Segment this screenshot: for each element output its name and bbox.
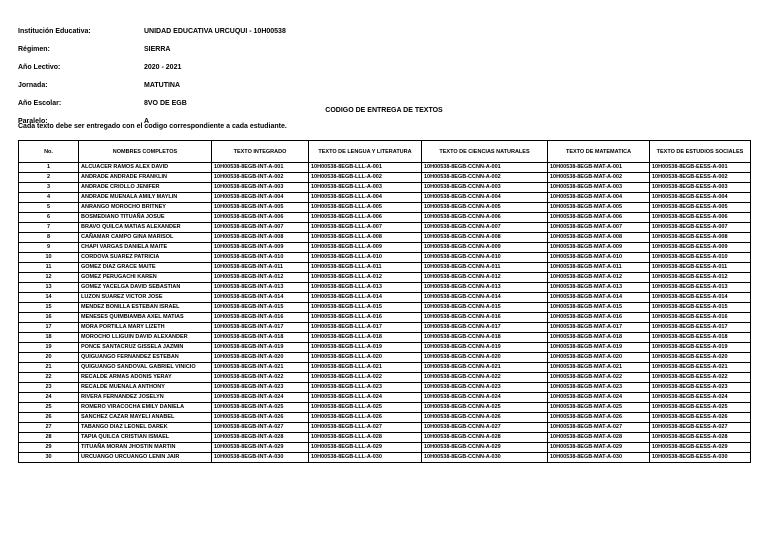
student-number: 25 [19,403,79,413]
student-name: RECALDE ARMAS ADONIS YERAY [79,373,212,383]
code-integrated: 10H00538-8EGB-INT-A-009 [212,243,309,253]
code-integrated: 10H00538-8EGB-INT-A-022 [212,373,309,383]
code-science: 10H00538-8EGB-CCNN-A-006 [422,213,548,223]
code-science: 10H00538-8EGB-CCNN-A-019 [422,343,548,353]
column-header-integrated: TEXTO INTEGRADO [212,141,309,163]
student-name: TAPIA QUILCA CRISTIAN ISMAEL [79,433,212,443]
student-name: ANRANGO MOROCHO BRITNEY [79,203,212,213]
code-language: 10H00538-8EGB-LLL-A-008 [309,233,422,243]
code-science: 10H00538-8EGB-CCNN-A-005 [422,203,548,213]
code-math: 10H00538-8EGB-MAT-A-023 [548,383,650,393]
student-name: CHAPI VARGAS DANIELA MAITE [79,243,212,253]
column-header-science: TEXTO DE CIENCIAS NATURALES [422,141,548,163]
code-social-studies: 10H00538-8EGB-EESS-A-003 [650,183,751,193]
student-name: MOROCHO LLIGUIN DAVID ALEXANDER [79,333,212,343]
code-math: 10H00538-8EGB-MAT-A-007 [548,223,650,233]
code-integrated: 10H00538-8EGB-INT-A-010 [212,253,309,263]
code-social-studies: 10H00538-8EGB-EESS-A-018 [650,333,751,343]
code-language: 10H00538-8EGB-LLL-A-027 [309,423,422,433]
code-math: 10H00538-8EGB-MAT-A-020 [548,353,650,363]
code-integrated: 10H00538-8EGB-INT-A-004 [212,193,309,203]
table-row [19,433,751,443]
code-social-studies: 10H00538-8EGB-EESS-A-025 [650,403,751,413]
table-row [19,193,751,203]
table-row [19,363,751,373]
code-integrated: 10H00538-8EGB-INT-A-023 [212,383,309,393]
code-math: 10H00538-8EGB-MAT-A-014 [548,293,650,303]
instruction-text: Cada texto debe ser entregado con el codigo correspondiente a cada estudiante. [18,123,287,130]
info-value: 2020 - 2021 [144,63,182,71]
code-math: 10H00538-8EGB-MAT-A-013 [548,283,650,293]
code-science: 10H00538-8EGB-CCNN-A-020 [422,353,548,363]
student-name: QUIGUANGO FERNANDEZ ESTEBAN [79,353,212,363]
code-science: 10H00538-8EGB-CCNN-A-001 [422,163,548,173]
code-science: 10H00538-8EGB-CCNN-A-009 [422,243,548,253]
code-integrated: 10H00538-8EGB-INT-A-024 [212,393,309,403]
student-number: 9 [19,243,79,253]
code-math: 10H00538-8EGB-MAT-A-005 [548,203,650,213]
code-language: 10H00538-8EGB-LLL-A-024 [309,393,422,403]
code-integrated: 10H00538-8EGB-INT-A-028 [212,433,309,443]
table-header-row [19,141,751,163]
info-value: A [144,117,150,125]
code-integrated: 10H00538-8EGB-INT-A-014 [212,293,309,303]
student-number: 19 [19,343,79,353]
code-math: 10H00538-8EGB-MAT-A-002 [548,173,650,183]
code-social-studies: 10H00538-8EGB-EESS-A-013 [650,283,751,293]
info-row-institution [18,22,286,40]
code-language: 10H00538-8EGB-LLL-A-023 [309,383,422,393]
code-integrated: 10H00538-8EGB-INT-A-017 [212,323,309,333]
table-row [19,323,751,333]
table-row [19,183,751,193]
student-number: 23 [19,383,79,393]
student-name: TABANGO DIAZ LEONEL DAREK [79,423,212,433]
code-math: 10H00538-8EGB-MAT-A-010 [548,253,650,263]
code-science: 10H00538-8EGB-CCNN-A-002 [422,173,548,183]
student-name: CORDOVA SUAREZ PATRICIA [79,253,212,263]
student-number: 18 [19,333,79,343]
info-row-school-year [18,58,286,76]
code-language: 10H00538-8EGB-LLL-A-026 [309,413,422,423]
code-math: 10H00538-8EGB-MAT-A-029 [548,443,650,453]
student-name: CAÑAMAR CAMPO GINA MARISOL [79,233,212,243]
code-language: 10H00538-8EGB-LLL-A-003 [309,183,422,193]
student-number: 7 [19,223,79,233]
code-integrated: 10H00538-8EGB-INT-A-029 [212,443,309,453]
code-social-studies: 10H00538-8EGB-EESS-A-017 [650,323,751,333]
code-social-studies: 10H00538-8EGB-EESS-A-010 [650,253,751,263]
column-header-math: TEXTO DE MATEMATICA [548,141,650,163]
code-language: 10H00538-8EGB-LLL-A-019 [309,343,422,353]
code-math: 10H00538-8EGB-MAT-A-008 [548,233,650,243]
student-number: 24 [19,393,79,403]
student-name: ANDRADE ANDRADE FRANKLIN [79,173,212,183]
code-math: 10H00538-8EGB-MAT-A-016 [548,313,650,323]
code-science: 10H00538-8EGB-CCNN-A-021 [422,363,548,373]
code-science: 10H00538-8EGB-CCNN-A-022 [422,373,548,383]
code-language: 10H00538-8EGB-LLL-A-007 [309,223,422,233]
code-social-studies: 10H00538-8EGB-EESS-A-028 [650,433,751,443]
info-label: Paralelo: [18,117,48,125]
code-language: 10H00538-8EGB-LLL-A-016 [309,313,422,323]
code-math: 10H00538-8EGB-MAT-A-017 [548,323,650,333]
code-social-studies: 10H00538-8EGB-EESS-A-002 [650,173,751,183]
code-integrated: 10H00538-8EGB-INT-A-019 [212,343,309,353]
code-integrated: 10H00538-8EGB-INT-A-008 [212,233,309,243]
info-label: Régimen: [18,45,50,53]
code-integrated: 10H00538-8EGB-INT-A-001 [212,163,309,173]
info-value: 8VO DE EGB [144,99,187,107]
student-name: URCUANGO URCUANGO LENIN JAIR [79,453,212,463]
table-row [19,313,751,323]
code-integrated: 10H00538-8EGB-INT-A-015 [212,303,309,313]
code-science: 10H00538-8EGB-CCNN-A-029 [422,443,548,453]
table-row [19,203,751,213]
student-rows [19,163,751,463]
table-row [19,413,751,423]
code-language: 10H00538-8EGB-LLL-A-014 [309,293,422,303]
table-row [19,223,751,233]
table-row [19,453,751,463]
student-name: LUZON SUAREZ VICTOR JOSE [79,293,212,303]
code-integrated: 10H00538-8EGB-INT-A-016 [212,313,309,323]
student-name: TITUAÑA MORAN JHOSTIN MARTIN [79,443,212,453]
student-name: MORA PORTILLA MARY LIZETH [79,323,212,333]
code-math: 10H00538-8EGB-MAT-A-030 [548,453,650,463]
code-social-studies: 10H00538-8EGB-EESS-A-005 [650,203,751,213]
student-number: 30 [19,453,79,463]
code-science: 10H00538-8EGB-CCNN-A-025 [422,403,548,413]
code-math: 10H00538-8EGB-MAT-A-028 [548,433,650,443]
code-math: 10H00538-8EGB-MAT-A-018 [548,333,650,343]
student-number: 6 [19,213,79,223]
student-number: 26 [19,413,79,423]
student-name: BRAVO QUILCA MATIAS ALEXANDER [79,223,212,233]
student-number: 1 [19,163,79,173]
code-science: 10H00538-8EGB-CCNN-A-016 [422,313,548,323]
table-row [19,253,751,263]
code-social-studies: 10H00538-8EGB-EESS-A-004 [650,193,751,203]
code-science: 10H00538-8EGB-CCNN-A-012 [422,273,548,283]
student-number: 28 [19,433,79,443]
code-language: 10H00538-8EGB-LLL-A-018 [309,333,422,343]
document-heading: CODIGO DE ENTREGA DE TEXTOS [325,107,443,114]
code-integrated: 10H00538-8EGB-INT-A-012 [212,273,309,283]
code-social-studies: 10H00538-8EGB-EESS-A-023 [650,383,751,393]
code-math: 10H00538-8EGB-MAT-A-003 [548,183,650,193]
code-social-studies: 10H00538-8EGB-EESS-A-012 [650,273,751,283]
code-social-studies: 10H00538-8EGB-EESS-A-027 [650,423,751,433]
info-value: UNIDAD EDUCATIVA URCUQUI - 10H00538 [144,27,286,35]
table-row [19,283,751,293]
student-name: GOMEZ PERUGACHI KAREN [79,273,212,283]
student-number: 2 [19,173,79,183]
code-language: 10H00538-8EGB-LLL-A-015 [309,303,422,313]
student-number: 3 [19,183,79,193]
info-row-regime [18,40,286,58]
code-language: 10H00538-8EGB-LLL-A-004 [309,193,422,203]
code-language: 10H00538-8EGB-LLL-A-012 [309,273,422,283]
code-integrated: 10H00538-8EGB-INT-A-006 [212,213,309,223]
code-integrated: 10H00538-8EGB-INT-A-021 [212,363,309,373]
student-name: ROMERO VIRACOCHA EMILY DANIELA [79,403,212,413]
code-integrated: 10H00538-8EGB-INT-A-003 [212,183,309,193]
code-science: 10H00538-8EGB-CCNN-A-015 [422,303,548,313]
table-row [19,443,751,453]
code-social-studies: 10H00538-8EGB-EESS-A-006 [650,213,751,223]
code-integrated: 10H00538-8EGB-INT-A-002 [212,173,309,183]
code-social-studies: 10H00538-8EGB-EESS-A-029 [650,443,751,453]
code-math: 10H00538-8EGB-MAT-A-021 [548,363,650,373]
student-number: 15 [19,303,79,313]
code-social-studies: 10H00538-8EGB-EESS-A-019 [650,343,751,353]
code-science: 10H00538-8EGB-CCNN-A-027 [422,423,548,433]
code-integrated: 10H00538-8EGB-INT-A-025 [212,403,309,413]
code-integrated: 10H00538-8EGB-INT-A-005 [212,203,309,213]
info-label: Año Escolar: [18,99,62,107]
table-row [19,173,751,183]
table-row [19,353,751,363]
table-row [19,393,751,403]
code-math: 10H00538-8EGB-MAT-A-025 [548,403,650,413]
code-math: 10H00538-8EGB-MAT-A-011 [548,263,650,273]
student-number: 4 [19,193,79,203]
code-language: 10H00538-8EGB-LLL-A-001 [309,163,422,173]
code-language: 10H00538-8EGB-LLL-A-025 [309,403,422,413]
student-name: GOMEZ YACELGA DAVID SEBASTIAN [79,283,212,293]
student-name: ANDRADE CRIOLLO JENIFER [79,183,212,193]
table-row [19,333,751,343]
code-social-studies: 10H00538-8EGB-EESS-A-001 [650,163,751,173]
column-header-language: TEXTO DE LENGUA Y LITERATURA [309,141,422,163]
code-social-studies: 10H00538-8EGB-EESS-A-014 [650,293,751,303]
code-integrated: 10H00538-8EGB-INT-A-018 [212,333,309,343]
code-social-studies: 10H00538-8EGB-EESS-A-024 [650,393,751,403]
code-language: 10H00538-8EGB-LLL-A-013 [309,283,422,293]
code-language: 10H00538-8EGB-LLL-A-017 [309,323,422,333]
code-language: 10H00538-8EGB-LLL-A-030 [309,453,422,463]
student-number: 12 [19,273,79,283]
table-row [19,423,751,433]
code-science: 10H00538-8EGB-CCNN-A-024 [422,393,548,403]
code-math: 10H00538-8EGB-MAT-A-022 [548,373,650,383]
student-number: 14 [19,293,79,303]
code-math: 10H00538-8EGB-MAT-A-006 [548,213,650,223]
student-number: 27 [19,423,79,433]
code-science: 10H00538-8EGB-CCNN-A-008 [422,233,548,243]
column-header-name: NOMBRES COMPLETOS [79,141,212,163]
column-header-number: No. [19,141,79,163]
student-number: 21 [19,363,79,373]
code-science: 10H00538-8EGB-CCNN-A-011 [422,263,548,273]
table-row [19,273,751,283]
code-math: 10H00538-8EGB-MAT-A-024 [548,393,650,403]
code-language: 10H00538-8EGB-LLL-A-029 [309,443,422,453]
code-social-studies: 10H00538-8EGB-EESS-A-030 [650,453,751,463]
code-science: 10H00538-8EGB-CCNN-A-030 [422,453,548,463]
code-social-studies: 10H00538-8EGB-EESS-A-008 [650,233,751,243]
student-name: BOSMEDIANO TITUAÑA JOSUE [79,213,212,223]
student-name: SANCHEZ CAZAR MAYELI ANABEL [79,413,212,423]
code-math: 10H00538-8EGB-MAT-A-026 [548,413,650,423]
student-name: PONCE SANTACRUZ GISSELA JAZMIN [79,343,212,353]
student-number: 20 [19,353,79,363]
student-name: QUIGUANGO SANDOVAL GABRIEL VINICIO [79,363,212,373]
info-row-shift [18,76,286,94]
code-math: 10H00538-8EGB-MAT-A-004 [548,193,650,203]
student-name: ANDRADE MUENALA AMILY MAYLIN [79,193,212,203]
code-integrated: 10H00538-8EGB-INT-A-013 [212,283,309,293]
code-math: 10H00538-8EGB-MAT-A-001 [548,163,650,173]
code-language: 10H00538-8EGB-LLL-A-010 [309,253,422,263]
code-math: 10H00538-8EGB-MAT-A-009 [548,243,650,253]
code-integrated: 10H00538-8EGB-INT-A-030 [212,453,309,463]
table-row [19,243,751,253]
code-language: 10H00538-8EGB-LLL-A-021 [309,363,422,373]
student-name: RECALDE MUENALA ANTHONY [79,383,212,393]
student-name: MENESES QUIMBIAMBA AXEL MATIAS [79,313,212,323]
code-social-studies: 10H00538-8EGB-EESS-A-021 [650,363,751,373]
code-social-studies: 10H00538-8EGB-EESS-A-009 [650,243,751,253]
student-name: GOMEZ DIAZ GRACE MAITE [79,263,212,273]
table-row [19,383,751,393]
code-science: 10H00538-8EGB-CCNN-A-010 [422,253,548,263]
table-row [19,213,751,223]
student-name: RIVERA FERNANDEZ JOSELYN [79,393,212,403]
info-value: MATUTINA [144,81,181,89]
student-number: 11 [19,263,79,273]
student-number: 10 [19,253,79,263]
code-social-studies: 10H00538-8EGB-EESS-A-011 [650,263,751,273]
info-value: SIERRA [144,45,171,53]
code-language: 10H00538-8EGB-LLL-A-011 [309,263,422,273]
code-science: 10H00538-8EGB-CCNN-A-017 [422,323,548,333]
student-number: 17 [19,323,79,333]
table-row [19,293,751,303]
table-row [19,303,751,313]
table-row [19,163,751,173]
code-social-studies: 10H00538-8EGB-EESS-A-007 [650,223,751,233]
student-number: 22 [19,373,79,383]
code-language: 10H00538-8EGB-LLL-A-022 [309,373,422,383]
code-integrated: 10H00538-8EGB-INT-A-027 [212,423,309,433]
code-social-studies: 10H00538-8EGB-EESS-A-016 [650,313,751,323]
code-science: 10H00538-8EGB-CCNN-A-028 [422,433,548,443]
table-row [19,343,751,353]
info-label: Institución Educativa: [18,27,91,35]
code-science: 10H00538-8EGB-CCNN-A-013 [422,283,548,293]
code-social-studies: 10H00538-8EGB-EESS-A-026 [650,413,751,423]
code-language: 10H00538-8EGB-LLL-A-005 [309,203,422,213]
code-science: 10H00538-8EGB-CCNN-A-026 [422,413,548,423]
info-label: Año Lectivo: [18,63,61,71]
code-social-studies: 10H00538-8EGB-EESS-A-022 [650,373,751,383]
code-math: 10H00538-8EGB-MAT-A-015 [548,303,650,313]
student-name: ALCUACER RAMOS ALEX DAVID [79,163,212,173]
code-social-studies: 10H00538-8EGB-EESS-A-015 [650,303,751,313]
student-number: 29 [19,443,79,453]
student-number: 5 [19,203,79,213]
code-math: 10H00538-8EGB-MAT-A-012 [548,273,650,283]
code-integrated: 10H00538-8EGB-INT-A-007 [212,223,309,233]
info-label: Jornada: [18,81,48,89]
code-integrated: 10H00538-8EGB-INT-A-020 [212,353,309,363]
code-science: 10H00538-8EGB-CCNN-A-004 [422,193,548,203]
code-language: 10H00538-8EGB-LLL-A-020 [309,353,422,363]
table-row [19,403,751,413]
textbook-code-table [18,140,751,463]
code-language: 10H00538-8EGB-LLL-A-006 [309,213,422,223]
code-language: 10H00538-8EGB-LLL-A-002 [309,173,422,183]
code-math: 10H00538-8EGB-MAT-A-027 [548,423,650,433]
column-header-social-studies: TEXTO DE ESTUDIOS SOCIALES [650,141,751,163]
code-science: 10H00538-8EGB-CCNN-A-003 [422,183,548,193]
code-math: 10H00538-8EGB-MAT-A-019 [548,343,650,353]
code-integrated: 10H00538-8EGB-INT-A-011 [212,263,309,273]
student-name: MENDEZ BONILLA ESTEBAN ISRAEL [79,303,212,313]
code-social-studies: 10H00538-8EGB-EESS-A-020 [650,353,751,363]
student-number: 8 [19,233,79,243]
code-language: 10H00538-8EGB-LLL-A-028 [309,433,422,443]
code-science: 10H00538-8EGB-CCNN-A-007 [422,223,548,233]
code-science: 10H00538-8EGB-CCNN-A-023 [422,383,548,393]
student-number: 13 [19,283,79,293]
code-science: 10H00538-8EGB-CCNN-A-014 [422,293,548,303]
table-row [19,233,751,243]
table-row [19,373,751,383]
code-science: 10H00538-8EGB-CCNN-A-018 [422,333,548,343]
code-integrated: 10H00538-8EGB-INT-A-026 [212,413,309,423]
code-language: 10H00538-8EGB-LLL-A-009 [309,243,422,253]
table-row [19,263,751,273]
student-number: 16 [19,313,79,323]
